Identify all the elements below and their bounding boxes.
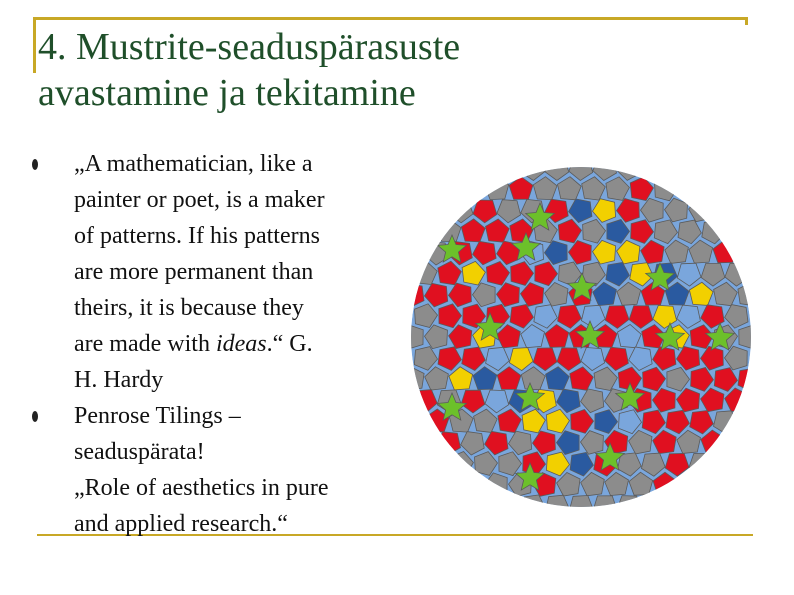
bullet-line: seaduspärata! <box>74 439 205 465</box>
tiling-pentagon <box>593 496 617 514</box>
bullet-line-with-italic <box>74 326 390 362</box>
bullet-line: and applied research.“ <box>74 511 288 537</box>
italic-word: ideas <box>215 331 267 357</box>
bullet-line: of patterns. If his patterns <box>74 223 320 249</box>
bullet-line-text: .“ G. <box>266 331 313 357</box>
bullet-line: „A mathematician, like a <box>74 151 313 177</box>
frame-left-rule <box>33 17 36 73</box>
slide-title <box>38 24 738 116</box>
bullet-line-text: are made with <box>74 331 216 357</box>
tiling-pentagon <box>404 325 423 349</box>
bullet-line: Penrose Tilings – <box>74 403 241 429</box>
bullet-line: painter or poet, is a maker <box>74 187 325 213</box>
bullet-item-quote <box>30 146 390 398</box>
bullet-item-penrose <box>30 398 390 542</box>
tiling-pentagon <box>739 325 758 349</box>
frame-right-rule <box>745 17 748 25</box>
bullet-line: „Role of aesthetics in pure <box>74 475 329 501</box>
bullet-dot-icon <box>32 411 38 422</box>
bullet-list <box>30 146 390 542</box>
bullet-line: H. Hardy <box>74 367 164 393</box>
penrose-tiling-image <box>404 160 758 514</box>
slide-title-line-2: avastamine ja tekitamine <box>38 72 416 114</box>
bullet-line: are more permanent than <box>74 259 314 285</box>
bullet-dot-icon <box>32 159 38 170</box>
bullet-line: theirs, it is because they <box>74 295 304 321</box>
frame-top-rule <box>33 17 748 20</box>
tiling-pentagon <box>485 177 509 200</box>
slide-title-line-1: 4. Mustrite-seaduspärasuste <box>38 26 461 68</box>
tiling-pentagon <box>689 454 713 477</box>
